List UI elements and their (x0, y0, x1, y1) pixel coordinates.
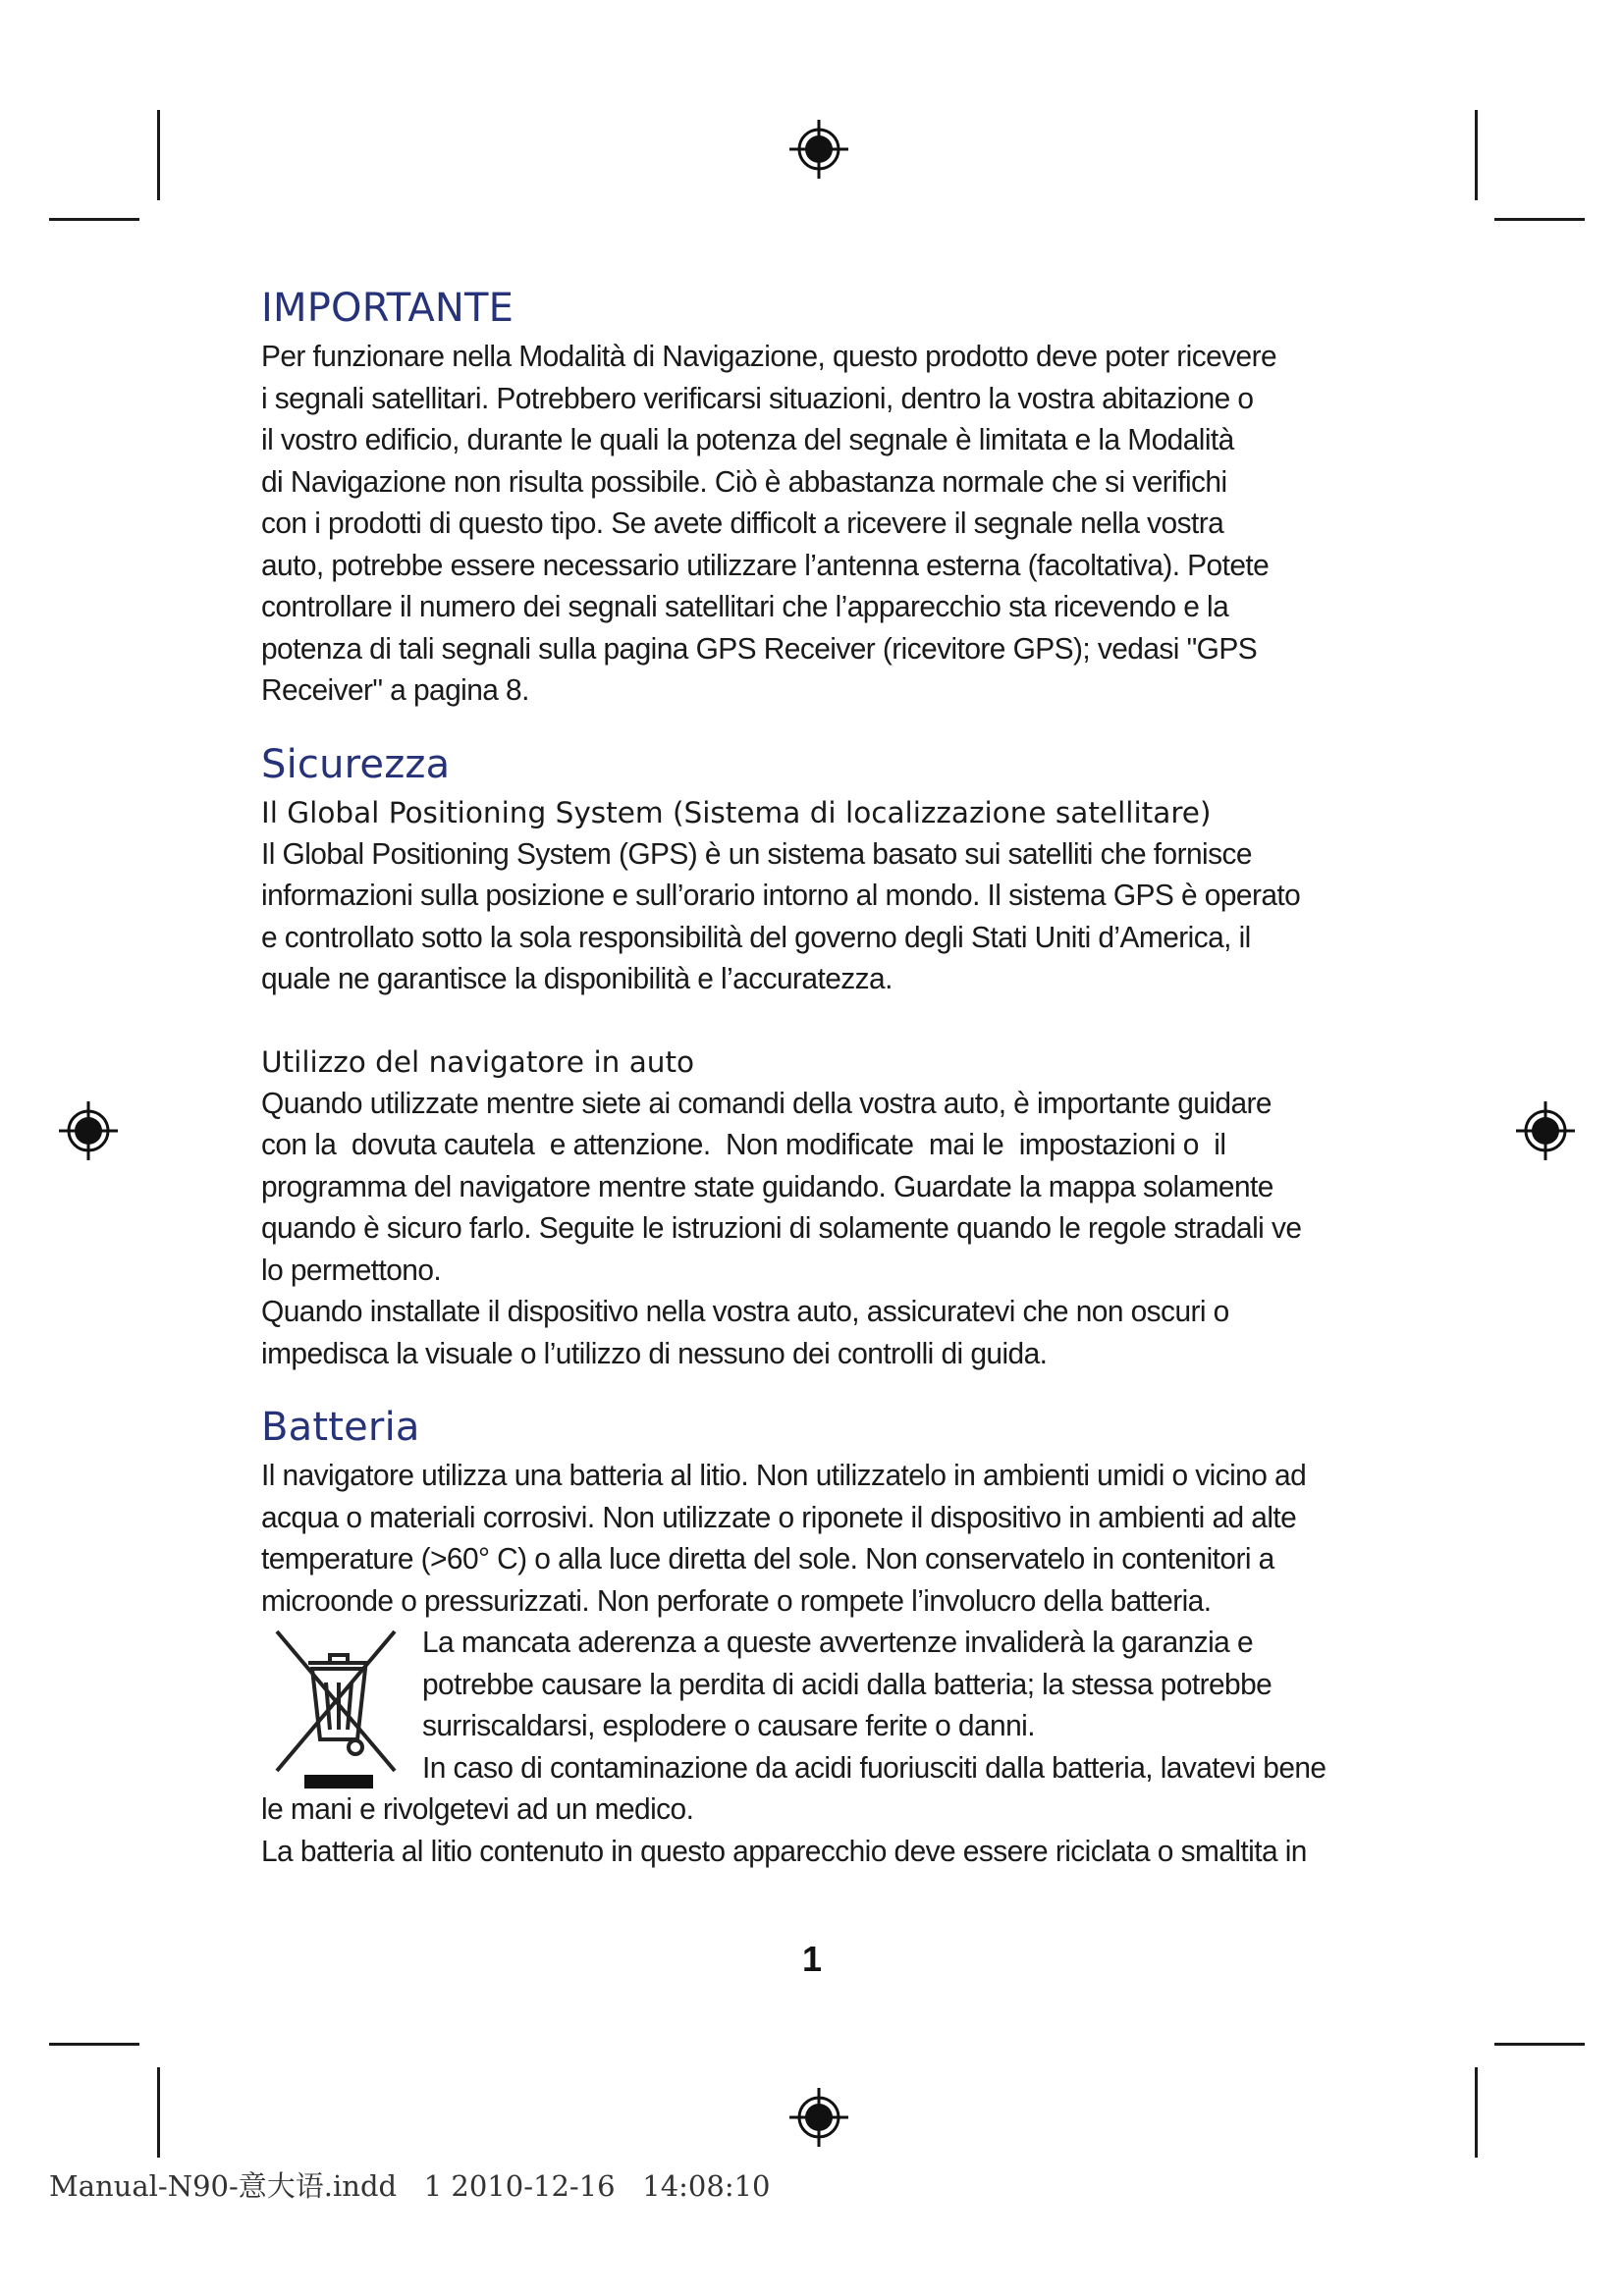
text-line: di Navigazione non risulta possibile. Ciò è abbastanza normale che si verifichi (261, 463, 1227, 499)
subsection-title-gps: Il Global Positioning System (Sistema di localizzazione satellitare) (261, 795, 1212, 829)
print-slug-line: Manual-N90-意大语.indd 1 2010-12-16 14:08:10 (49, 2169, 771, 2203)
text-line: Il Global Positioning System (GPS) è un sistema basato sui satelliti che fornisce (261, 835, 1252, 871)
text-line: impedisca la visuale o l’utilizzo di nessuno dei controlli di guida. (261, 1335, 1048, 1370)
text-line: La mancata aderenza a queste avvertenze invaliderà la garanzia e (422, 1625, 1254, 1659)
text-line: quale ne garantisce la disponibilità e l’accuratezza. (261, 961, 893, 995)
text-line: con la dovuta cautela e attenzione. Non modificate mai le impostazioni o il (261, 1127, 1226, 1161)
text-line: i segnali satellitari. Potrebbero verificarsi situazioni, dentro la vostra abitazione o (261, 380, 1254, 415)
text-line: La batteria al litio contenuto in questo apparecchio deve essere riciclata o smaltita in (261, 1833, 1307, 1868)
section-title-importante: IMPORTANTE (261, 286, 514, 331)
page-number: 1 (801, 1939, 823, 1979)
importante-paragraph (261, 336, 1390, 712)
text-line: lo permettono. (261, 1252, 442, 1287)
text-line: microonde o pressurizzati. Non perforate o rompete l’involucro della batteria. (261, 1582, 1212, 1618)
text-line: il vostro edificio, durante le quali la potenza del segnale è limitata e la Modalità (261, 422, 1234, 456)
text-line: Quando installate il dispositivo nella vostra auto, assicuratevi che non oscuri o (261, 1294, 1229, 1328)
manual-page-content (261, 285, 1390, 1872)
registration-mark-bottom-icon (787, 2086, 850, 2149)
batteria-paragraph (261, 1455, 1390, 1622)
crop-mark-bottom-right-vertical (1475, 2067, 1478, 2158)
crop-mark-bottom-left-vertical (157, 2067, 160, 2158)
weee-crossed-bin-icon (269, 1624, 406, 1790)
text-line: temperature (>60° C) o alla luce diretta del sole. Non conservatelo in contenitori a (261, 1541, 1274, 1575)
section-title-batteria: Batteria (261, 1405, 420, 1450)
crop-mark-top-right-vertical (1475, 110, 1478, 200)
crop-mark-top-left-horizontal (49, 218, 139, 221)
battery-warning-block (261, 1622, 1390, 1789)
crop-mark-bottom-right-horizontal (1494, 2043, 1585, 2046)
text-line: Per funzionare nella Modalità di Navigazione, questo prodotto deve poter ricevere (261, 339, 1277, 373)
registration-mark-right-icon (1514, 1099, 1577, 1162)
registration-mark-top-icon (787, 118, 850, 181)
text-line: potrebbe causare la perdita di acidi dalla batteria; la stessa potrebbe (422, 1666, 1272, 1701)
text-line: programma del navigatore mentre state guidando. Guardate la mappa solamente (261, 1168, 1273, 1203)
crop-mark-top-right-horizontal (1494, 218, 1585, 221)
text-line: Quando utilizzate mentre siete ai comandi della vostra auto, è importante guidare (261, 1085, 1272, 1120)
text-line: le mani e rivolgetevi ad un medico. (261, 1791, 694, 1826)
subsection-title-auto: Utilizzo del navigatore in auto (261, 1044, 695, 1079)
registration-mark-left-icon (57, 1099, 120, 1162)
text-line: auto, potrebbe essere necessario utilizzare l’antenna esterna (facoltativa). Potete (261, 547, 1270, 582)
text-line: Il navigatore utilizza una batteria al litio. Non utilizzatelo in ambienti umidi o vicino ad (261, 1458, 1307, 1492)
crop-mark-top-left-vertical (157, 110, 160, 200)
gps-paragraph (261, 833, 1390, 1000)
text-line: potenza di tali segnali sulla pagina GPS Receiver (ricevitore GPS); vedasi "GPS (261, 630, 1258, 666)
text-line: quando è sicuro farlo. Seguite le istruzioni di solamente quando le regole stradali ve (261, 1210, 1302, 1245)
auto-paragraph (261, 1083, 1390, 1375)
text-line: surriscaldarsi, esplodere o causare ferite o danni. (422, 1708, 1035, 1742)
text-line: e controllato sotto la sola responsibilità del governo degli Stati Uniti d’America, il (261, 919, 1251, 954)
text-line: In caso di contaminazione da acidi fuoriusciti dalla batteria, lavatevi bene (422, 1749, 1326, 1785)
crop-mark-bottom-left-horizontal (49, 2043, 139, 2046)
section-title-sicurezza: Sicurezza (261, 741, 451, 787)
text-line: controllare il numero dei segnali satellitari che l’apparecchio sta ricevendo e la (261, 589, 1229, 623)
text-line: acqua o materiali corrosivi. Non utilizzate o riponete il dispositivo in ambienti ad alte (261, 1499, 1297, 1534)
text-line: Receiver" a pagina 8. (261, 672, 529, 707)
text-line: informazioni sulla posizione e sull’orario intorno al mondo. Il sistema GPS è operato (261, 878, 1301, 912)
text-line: con i prodotti di questo tipo. Se avete difficolt a ricevere il segnale nella vostra (261, 506, 1224, 540)
